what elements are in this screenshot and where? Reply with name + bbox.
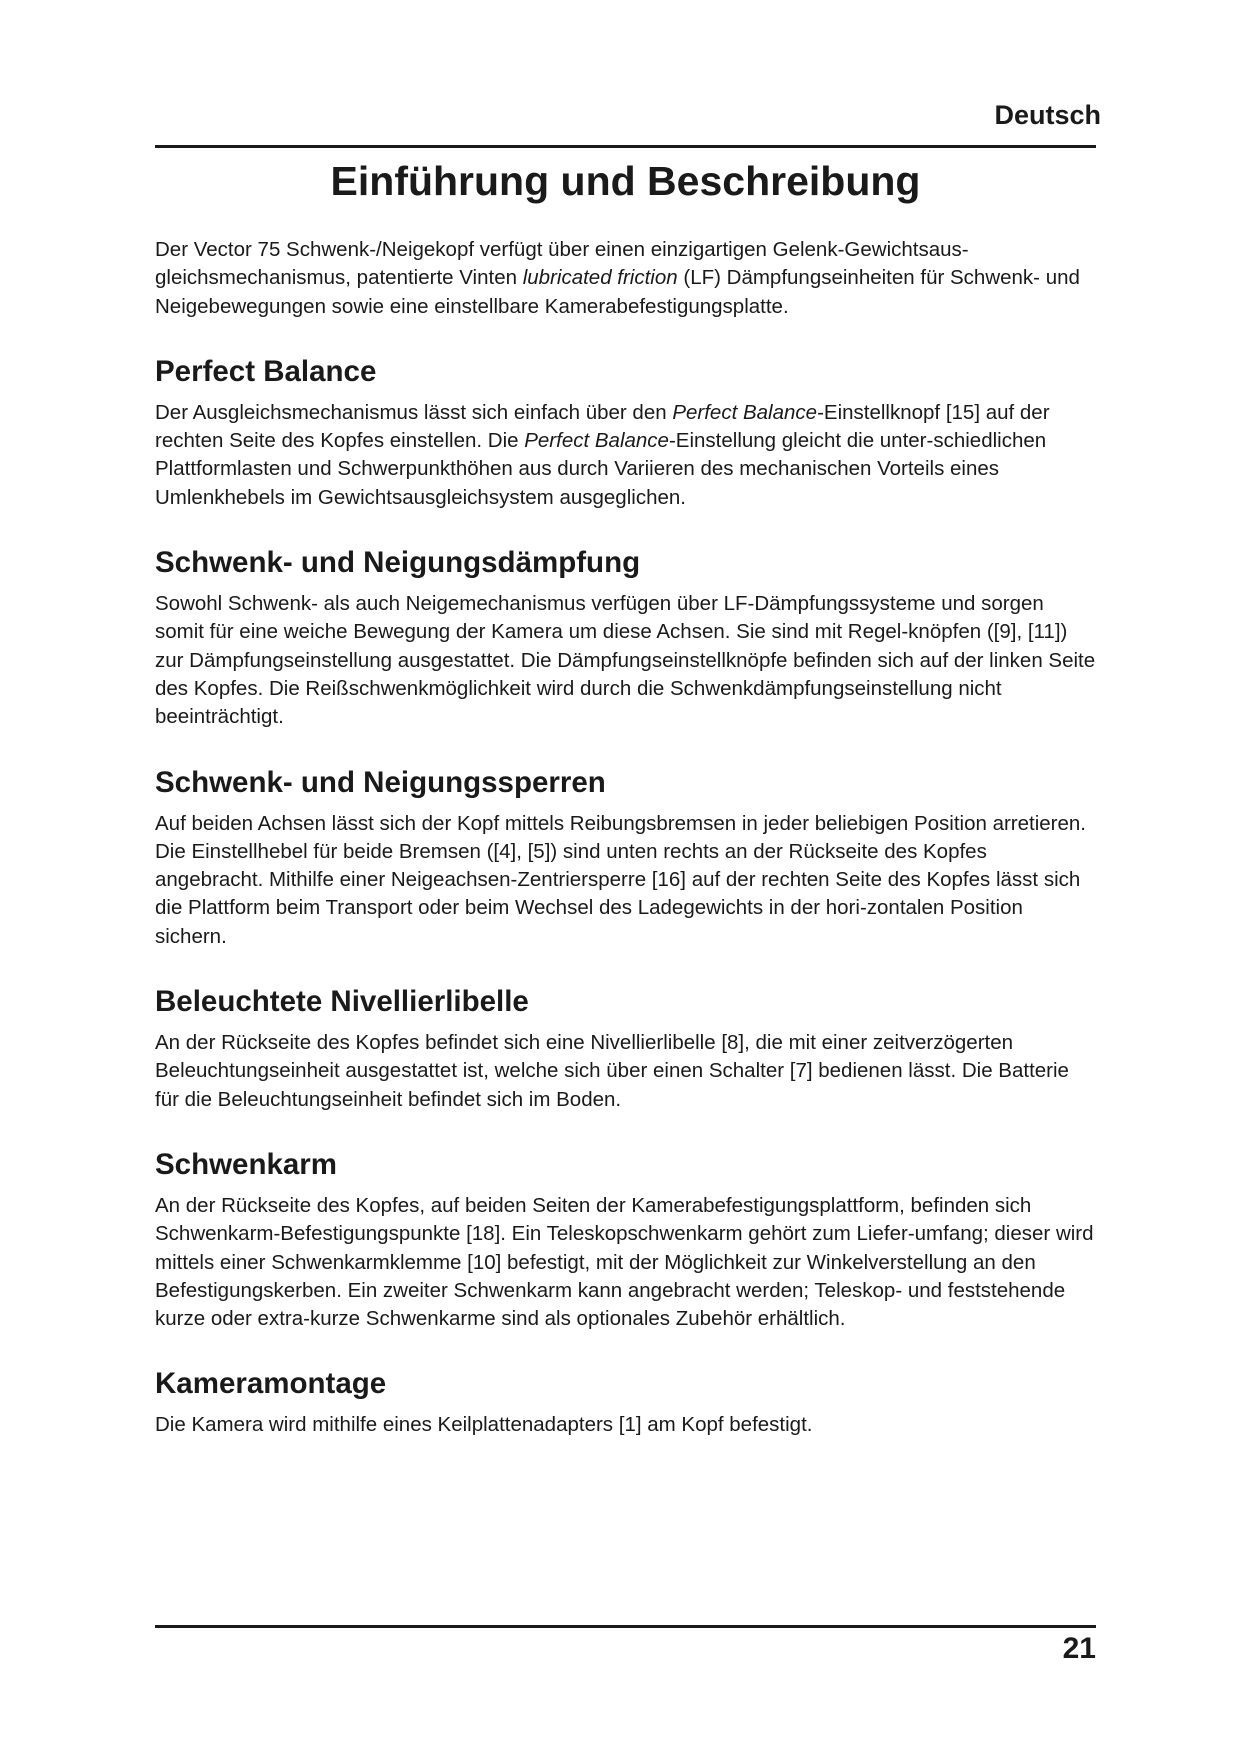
section-paragraph: Sowohl Schwenk- als auch Neigemechanismus verfügen über LF-Dämpfungssysteme und sorgen somit für eine weiche Bewegung der Kamera um diese Achsen. Sie sind mit Regel-knöpfen ([9], [11]) zur Dämpfungseinstellung ausgestattet. Die Dämpfungseinstellknöpfe befinden sich auf der linken Seite des Kopfes. Die Reißschwenkmöglichkeit wird durch die Schwenkdämpfungseinstellung nicht beeinträchtigt. [155,592,1096,729]
header-language-label: Deutsch [994,100,1101,130]
section-pan-bar [155,1147,1096,1333]
section-paragraph: Die Kamera wird mithilfe eines Keilplattenadapters [1] am Kopf befestigt. [155,1413,813,1437]
intro-paragraph [155,236,1096,321]
section-text: -Einstellknopf [15] auf der rechten Seite des Kopfes einstellen. Die [155,400,1050,453]
section-heading: Kameramontage [155,1367,387,1401]
intro-text-2: (LF) Dämpfungseinheiten für Schwenk- und Neigebewegungen sowie eine einstellbare Kamerabefestigungsplatte. [155,266,1080,318]
section-paragraph: Auf beiden Achsen lässt sich der Kopf mittels Reibungsbremsen in jeder beliebigen Position arretieren. Die Einstellhebel für beide Bremsen ([4], [5]) sind unten rechts an der Rückseite des Kopfes angebracht. Mithilfe einer Neigeachsen-Zentriersperre [16] auf der rechten Seite des Kopfes lässt sich die Plattform beim Transport oder beim Wechsel des Ladegewichts in der hori-zontalen Position sichern. [155,811,1086,948]
section-text: Der Ausgleichsmechanismus lässt sich einfach über den [155,400,673,424]
intro-italic-term: lubricated friction [522,266,678,290]
section-italic-term: Perfect Balance [524,429,669,453]
section-camera-mount [155,1366,1096,1439]
section-damping [155,545,1096,731]
intro-text-1: Der Vector 75 Schwenk-/Neigekopf verfügt über einen einzigartigen Gelenk-Gewichtsaus-gleichsmechanismus, patentierte Vinten [155,238,969,290]
section-perfect-balance [155,354,1096,512]
header-rule [155,145,1096,148]
section-paragraph: An der Rückseite des Kopfes, auf beiden Seiten der Kamerabefestigungsplattform, befinden sich Schwenkarm-Befestigungspunkte [18]. Ein Teleskopschwenkarm gehört zum Liefer-umfang; dieser wird mittels einer Schwenkarmklemme [10] befestigt, mit der Möglichkeit zur Winkelverstellung an den Befestigungskerben. Ein zweiter Schwenkarm kann angebracht werden; Teleskop- und feststehende kurze oder extra-kurze Schwenkarme sind als optionales Zubehör erhältlich. [155,1193,1094,1331]
section-heading: Schwenkarm [155,1147,337,1181]
section-paragraph: An der Rückseite des Kopfes befindet sich eine Nivellierlibelle [8], die mit einer zeitverzögerten Beleuchtungseinheit ausgestattet ist, welche sich über einen Schalter [7] bedienen lässt. Die Batterie für die Beleuchtungseinheit befindet sich im Boden. [155,1031,1069,1111]
document-body [155,236,1096,1473]
section-text: -Einstellung gleicht die unter-schiedlichen Plattformlasten und Schwerpunkthöhen aus durch Variieren des mechanischen Vorteils eines Umlenkhebels im Gewichtsausgleichsystem ausgeglichen. [155,429,1047,509]
section-locks [155,765,1096,951]
section-italic-term: Perfect Balance [672,400,818,424]
section-heading: Perfect Balance [155,354,377,388]
page-number: 21 [1062,1632,1096,1665]
section-level-bubble [155,984,1096,1114]
section-paragraph [155,399,1096,512]
page-title: Einführung und Beschreibung [330,158,921,204]
section-heading: Beleuchtete Nivellierlibelle [155,985,529,1019]
section-heading: Schwenk- und Neigungsdämpfung [155,546,641,580]
footer-rule [155,1625,1096,1628]
section-heading: Schwenk- und Neigungssperren [155,765,606,799]
